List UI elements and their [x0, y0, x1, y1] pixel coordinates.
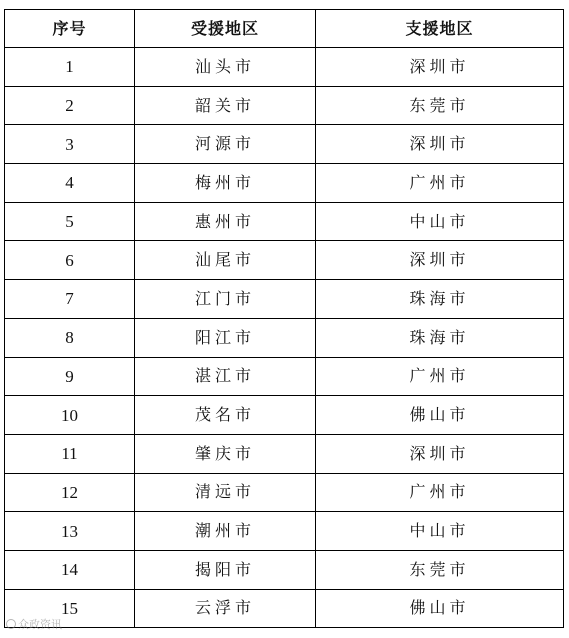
row-index: 15	[5, 589, 135, 628]
row-index: 12	[5, 473, 135, 512]
row-index: 9	[5, 357, 135, 396]
row-index: 3	[5, 125, 135, 164]
table-row	[5, 125, 564, 164]
recipient-city: 云浮市	[135, 589, 316, 628]
row-index: 10	[5, 396, 135, 435]
table-row	[5, 280, 564, 319]
recipient-city: 汕头市	[135, 48, 316, 87]
table-row	[5, 473, 564, 512]
supporting-city: 深圳市	[316, 48, 564, 87]
supporting-city: 广州市	[316, 357, 564, 396]
row-index: 13	[5, 512, 135, 551]
table-row	[5, 202, 564, 241]
table-row	[5, 396, 564, 435]
recipient-city: 揭阳市	[135, 550, 316, 589]
row-index: 7	[5, 280, 135, 319]
supporting-city: 中山市	[316, 512, 564, 551]
header-index: 序号	[5, 10, 135, 48]
table-row	[5, 550, 564, 589]
table-row	[5, 86, 564, 125]
recipient-city: 江门市	[135, 280, 316, 319]
supporting-city: 佛山市	[316, 589, 564, 628]
supporting-city: 深圳市	[316, 125, 564, 164]
supporting-city: 珠海市	[316, 318, 564, 357]
supporting-city: 东莞市	[316, 86, 564, 125]
row-index: 11	[5, 434, 135, 473]
supporting-city: 广州市	[316, 164, 564, 203]
aid-pairing-table	[4, 9, 564, 628]
supporting-city: 珠海市	[316, 280, 564, 319]
row-index: 2	[5, 86, 135, 125]
supporting-city: 中山市	[316, 202, 564, 241]
recipient-city: 清远市	[135, 473, 316, 512]
table-row	[5, 318, 564, 357]
supporting-city: 深圳市	[316, 434, 564, 473]
recipient-city: 梅州市	[135, 164, 316, 203]
table-row	[5, 512, 564, 551]
supporting-city: 深圳市	[316, 241, 564, 280]
recipient-city: 阳江市	[135, 318, 316, 357]
watermark-text: 众政资讯	[18, 618, 62, 631]
table-header-row	[5, 10, 564, 48]
recipient-city: 河源市	[135, 125, 316, 164]
row-index: 4	[5, 164, 135, 203]
header-supporting-region: 支援地区	[316, 10, 564, 48]
supporting-city: 广州市	[316, 473, 564, 512]
table-row	[5, 589, 564, 628]
supporting-city: 东莞市	[316, 550, 564, 589]
table-row	[5, 357, 564, 396]
recipient-city: 肇庆市	[135, 434, 316, 473]
row-index: 1	[5, 48, 135, 87]
recipient-city: 韶关市	[135, 86, 316, 125]
watermark	[6, 616, 62, 632]
watermark-logo-icon	[6, 619, 16, 629]
table-row	[5, 48, 564, 87]
table-row	[5, 164, 564, 203]
recipient-city: 汕尾市	[135, 241, 316, 280]
row-index: 14	[5, 550, 135, 589]
table-row	[5, 434, 564, 473]
row-index: 8	[5, 318, 135, 357]
recipient-city: 潮州市	[135, 512, 316, 551]
row-index: 6	[5, 241, 135, 280]
recipient-city: 湛江市	[135, 357, 316, 396]
supporting-city: 佛山市	[316, 396, 564, 435]
row-index: 5	[5, 202, 135, 241]
recipient-city: 茂名市	[135, 396, 316, 435]
recipient-city: 惠州市	[135, 202, 316, 241]
header-recipient-region: 受援地区	[135, 10, 316, 48]
table-row	[5, 241, 564, 280]
